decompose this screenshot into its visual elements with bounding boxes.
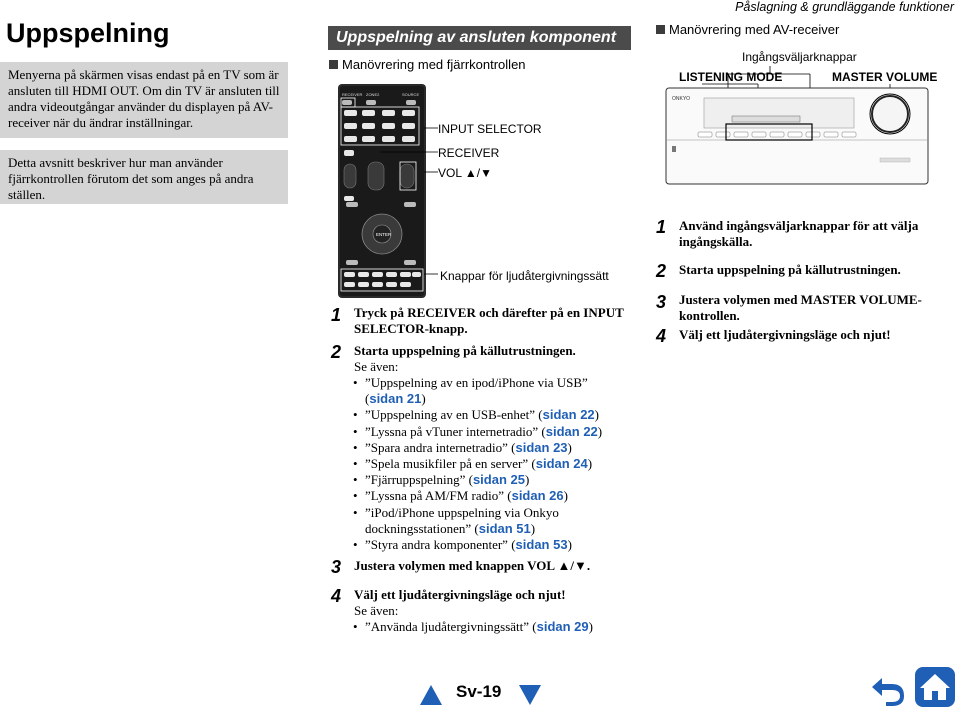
page-title: Uppspelning xyxy=(6,18,170,48)
remote-step-4-number: 4 xyxy=(331,586,342,606)
av-step-2-text: Starta uppspelning på källutrustningen. xyxy=(679,262,901,277)
av-step-1-text: Använd ingångsväljarknappar för att välja ingångskälla. xyxy=(679,218,919,249)
label-master-volume: MASTER VOLUME xyxy=(832,70,938,84)
av-step-4-text: Välj ett ljudåtergivningsläge och njut! xyxy=(679,327,891,342)
see-also-item: • ”Uppspelning av en ipod/iPhone via USB” (sidan 21) xyxy=(353,375,618,407)
see-also-item: • ”Lyssna på AM/FM radio” (sidan 26) xyxy=(353,488,618,504)
see-also-item: • ”Spara andra internetradio” (sidan 23) xyxy=(353,440,618,456)
intro-note-hdmi: Menyerna på skärmen visas endast på en TV som är ansluten till HDMI OUT. Om din TV är ansluten till andra videoutgångar använder du displayen på AV-receiver när du ändrar inställningar. xyxy=(0,62,288,138)
square-bullet-icon xyxy=(656,25,665,34)
remote-step-3-text: Justera volymen med knappen VOL ▲/▼. xyxy=(354,558,591,573)
next-page-button[interactable] xyxy=(517,683,543,712)
see-also-item: • ”Använda ljudåtergivningssätt” (sidan 29) xyxy=(353,619,618,635)
svg-text:ONKYO: ONKYO xyxy=(672,96,691,102)
label-input-buttons: Ingångsväljarknappar xyxy=(742,50,857,64)
arrow-up-icon xyxy=(418,683,444,707)
previous-page-button[interactable] xyxy=(418,683,444,712)
see-also-item: • ”Spela musikfiler på en server” (sidan 24) xyxy=(353,456,618,472)
page-link[interactable]: sidan 29 xyxy=(536,619,589,634)
av-step-3-text: Justera volymen med MASTER VOLUME-kontrollen. xyxy=(679,292,922,323)
remote-callout-lines xyxy=(380,100,440,300)
av-step-3-number: 3 xyxy=(656,292,667,312)
see-also-label-4: Se även: xyxy=(354,603,399,618)
see-also-list xyxy=(353,375,618,553)
see-also-item: • ”Uppspelning av en USB-enhet” (sidan 22) xyxy=(353,407,618,423)
home-button[interactable] xyxy=(914,666,956,713)
label-listening-mode-buttons: Knappar för ljudåtergivningssätt xyxy=(440,269,609,283)
square-bullet-icon xyxy=(329,60,338,69)
back-button[interactable] xyxy=(868,674,908,713)
remote-step-3-number: 3 xyxy=(331,557,342,577)
page-link[interactable]: sidan 53 xyxy=(515,537,568,553)
av-step-4-number: 4 xyxy=(656,326,667,346)
page-link[interactable]: sidan 24 xyxy=(535,456,588,472)
page-link[interactable]: sidan 22 xyxy=(542,407,595,423)
header-section-label: Påslagning & grundläggande funktioner xyxy=(735,0,954,14)
label-receiver: RECEIVER xyxy=(438,146,500,160)
page-link[interactable]: sidan 26 xyxy=(511,488,564,504)
remote-step-2-text: Starta uppspelning på källutrustningen. xyxy=(354,343,576,358)
see-also-label: Se även: xyxy=(354,359,399,374)
see-also-item: • ”Styra andra komponenter” (sidan 53) xyxy=(353,537,618,553)
av-subhead xyxy=(656,22,839,37)
page-link[interactable]: sidan 21 xyxy=(369,391,422,407)
svg-text:ENTER: ENTER xyxy=(376,232,392,237)
intro-note-remote: Detta avsnitt beskriver hur man använder fjärrkontrollen förutom det som anges på andra ställen. xyxy=(0,150,288,204)
home-icon xyxy=(914,666,956,708)
label-listening-mode: LISTENING MODE xyxy=(679,70,783,84)
return-arrow-icon xyxy=(868,674,908,708)
page-link[interactable]: sidan 25 xyxy=(472,472,525,488)
av-subhead-text: Manövrering med AV-receiver xyxy=(669,22,840,37)
see-also-list-4 xyxy=(353,619,618,635)
page-number: Sv-19 xyxy=(456,682,502,701)
see-also-item: • ”Lyssna på vTuner internetradio” (sidan 22) xyxy=(353,424,618,440)
page-link[interactable]: sidan 51 xyxy=(478,520,531,536)
arrow-down-icon xyxy=(517,683,543,707)
see-also-item: • ”Fjärruppspelning” (sidan 25) xyxy=(353,472,618,488)
svg-text:RECEIVER: RECEIVER xyxy=(342,92,363,97)
av-step-2-number: 2 xyxy=(656,261,667,281)
svg-text:ZONE2: ZONE2 xyxy=(366,92,380,97)
remote-step-1-text: Tryck på RECEIVER och därefter på en INPUT SELECTOR-knapp. xyxy=(354,305,624,336)
page-link[interactable]: sidan 22 xyxy=(545,423,598,439)
remote-step-1-number: 1 xyxy=(331,305,342,325)
remote-step-2-number: 2 xyxy=(331,342,342,362)
label-input-selector: INPUT SELECTOR xyxy=(438,122,542,136)
remote-subhead xyxy=(329,57,526,72)
remote-step-4-text: Välj ett ljudåtergivningsläge och njut! xyxy=(354,587,566,602)
remote-subhead-text: Manövrering med fjärrkontrollen xyxy=(342,57,526,72)
section-title: Uppspelning av ansluten komponent xyxy=(328,26,631,50)
svg-text:SOURCE: SOURCE xyxy=(402,92,420,97)
see-also-item: • ”iPod/iPhone uppspelning via Onkyo dockningsstationen” (sidan 51) xyxy=(353,505,580,537)
av-receiver-image xyxy=(660,48,930,188)
page-link[interactable]: sidan 23 xyxy=(515,439,568,455)
av-step-1-number: 1 xyxy=(656,217,667,237)
label-vol: VOL ▲/▼ xyxy=(438,166,492,180)
